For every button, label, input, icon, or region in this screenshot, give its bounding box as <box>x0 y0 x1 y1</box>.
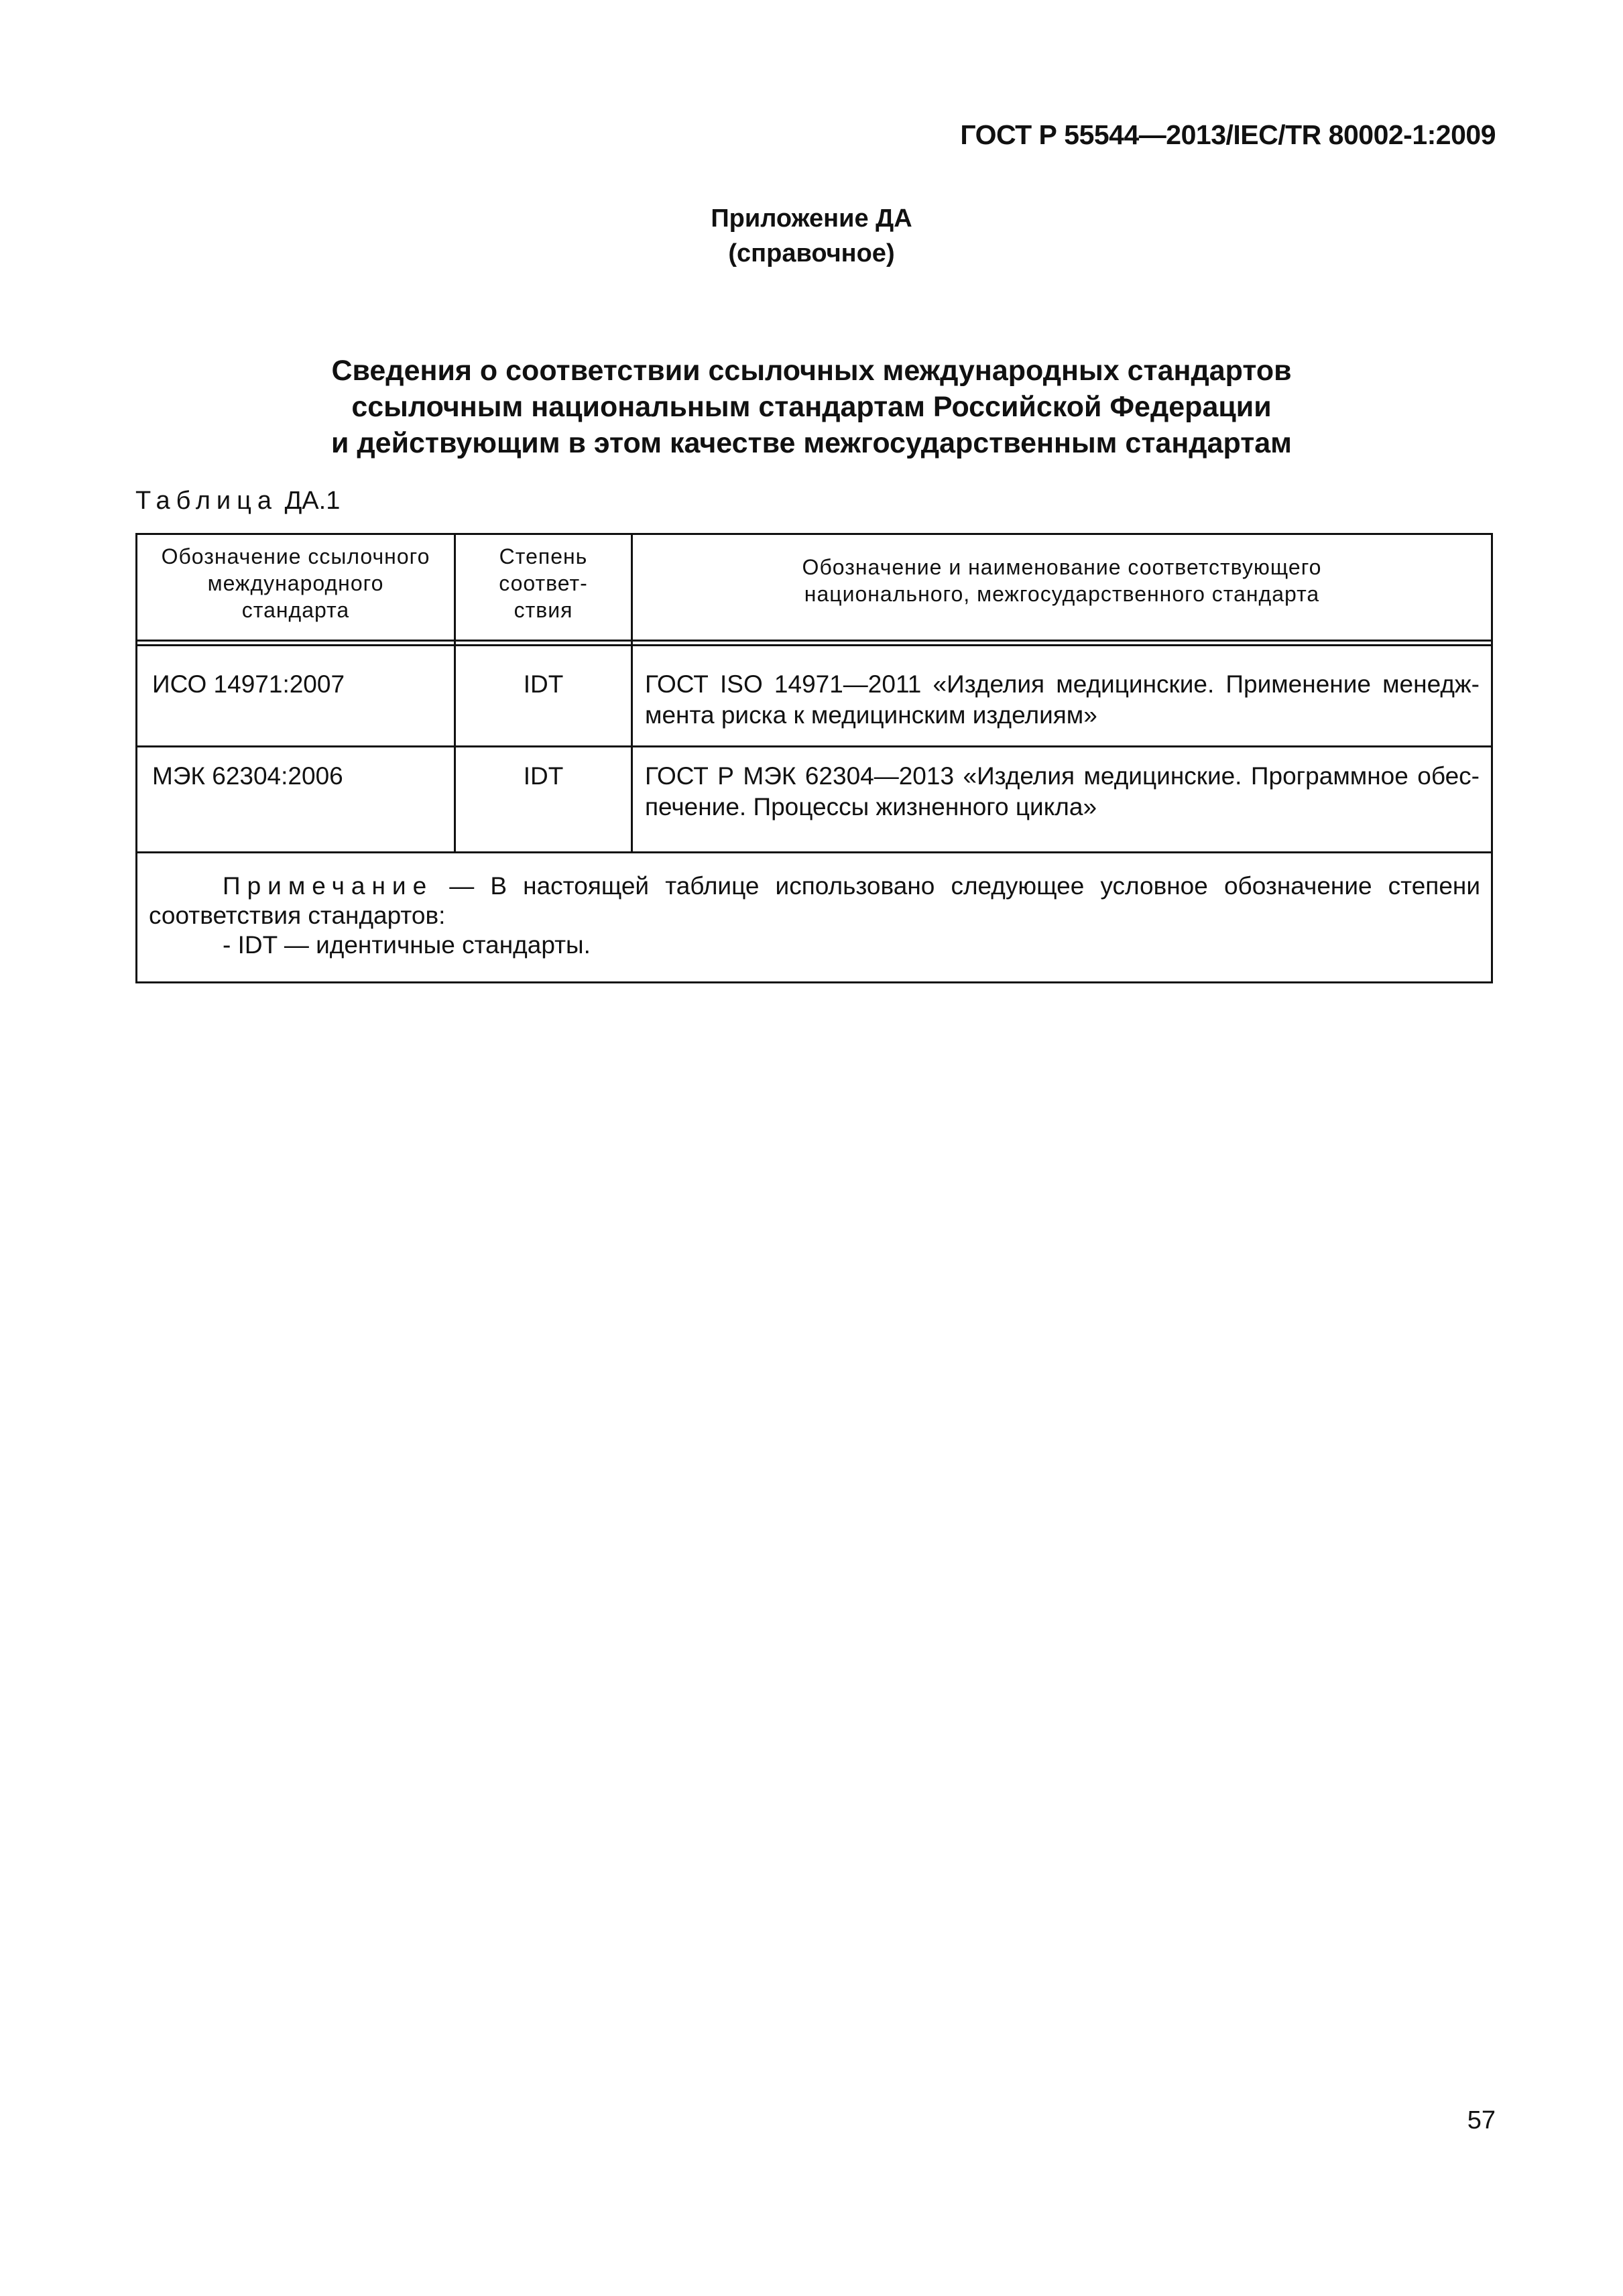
appendix-title: Приложение ДА <box>711 204 912 233</box>
header-line: соответ- <box>499 571 588 595</box>
table-cell-national: ГОСТ Р МЭК 62304—2013 «Изделия медицинские. Программное обес-печение. Процессы жизненного цикла» <box>645 762 1480 821</box>
note-item: - IDT — идентичные стандарты. <box>223 931 591 959</box>
main-title-line: ссылочным национальным стандартам Российской Федерации <box>351 391 1272 423</box>
main-title-line: Сведения о соответствии ссылочных международных стандартов <box>331 355 1292 387</box>
note-label: Примечание <box>223 872 434 900</box>
table-cell-national: ГОСТ ISO 14971—2011 «Изделия медицинские. Применение менедж-мента риска к медицинским изделиям» <box>645 670 1480 729</box>
row-divider <box>137 851 1491 853</box>
header-divider <box>137 640 1491 642</box>
table-cell-degree: IDT <box>523 762 564 790</box>
appendix-heading <box>0 201 1623 271</box>
row-divider <box>137 745 1491 747</box>
note-paragraph <box>149 871 1480 930</box>
table-label <box>135 487 340 516</box>
correspondence-table <box>135 533 1493 983</box>
page-number: 57 <box>1467 2106 1496 2134</box>
table-cell-degree: IDT <box>523 670 564 698</box>
header-line: стандарта <box>241 598 350 622</box>
header-cell-national-standard <box>633 554 1491 607</box>
header-line: Степень <box>499 544 588 568</box>
main-title <box>0 353 1623 461</box>
table-label-word: Таблица <box>135 487 278 515</box>
table-note <box>149 871 1480 960</box>
header-line: Обозначение ссылочного <box>161 544 430 568</box>
header-line: ствия <box>514 598 573 622</box>
header-divider <box>137 644 1491 646</box>
table-label-number: ДА.1 <box>284 487 341 515</box>
note-text: — В настоящей таблице использовано следующее условное обозначение степени соответствия стандартов: <box>149 872 1480 929</box>
appendix-subtitle: (справочное) <box>728 239 895 267</box>
header-cell-degree <box>456 543 631 623</box>
table-cell-intl: ИСО 14971:2007 <box>152 670 345 698</box>
main-title-line: и действующим в этом качестве межгосударственным стандартам <box>330 427 1292 459</box>
table-cell-intl: МЭК 62304:2006 <box>152 762 343 790</box>
document-code: ГОСТ Р 55544—2013/IEC/TR 80002-1:2009 <box>960 119 1496 150</box>
header-line: Обозначение и наименование соответствующего <box>802 555 1322 579</box>
header-line: международного <box>207 571 384 595</box>
header-line: национального, межгосударственного стандарта <box>804 582 1320 606</box>
header-cell-intl-standard <box>137 543 454 623</box>
